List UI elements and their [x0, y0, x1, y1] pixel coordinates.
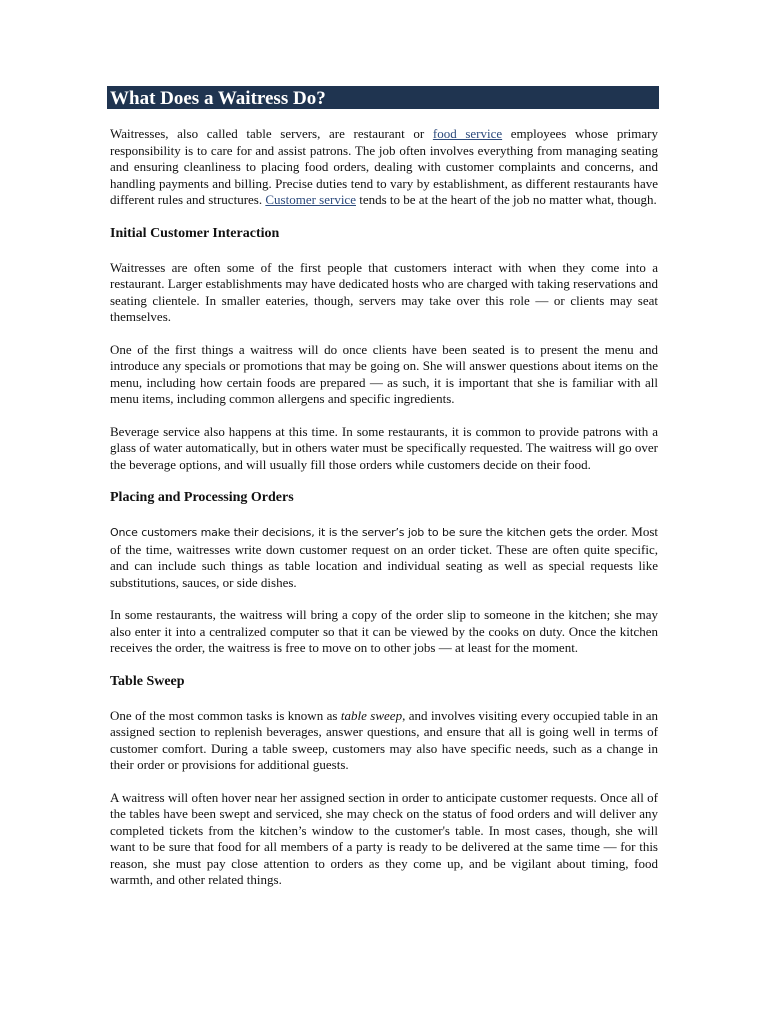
intro-text-1: Waitresses, also called table servers, are restaurant or: [110, 126, 433, 141]
table-sweep-text-1: One of the most common tasks is known as: [110, 707, 341, 723]
food-service-link[interactable]: food service: [432, 126, 503, 141]
intro-text-3: tends to be at the heart of the job no matter what, though.: [355, 192, 657, 207]
table-sweep-paragraph-1: [110, 708, 658, 774]
placing-orders-paragraph-2: In some restaurants, the waitress will bring a copy of the order slip to someone in the kitchen; she may also enter it into a centralized computer so that it can be viewed by the cooks on duty. Once the kitchen receives the order, the waitress is free to move on to other jobs — at least for the moment.: [110, 607, 658, 655]
article-body: [110, 126, 658, 905]
section-heading-table-sweep: Table Sweep: [110, 673, 185, 689]
intro-paragraph: [110, 126, 658, 209]
section-heading-placing-orders: Placing and Processing Orders: [110, 490, 294, 505]
initial-interaction-paragraph-3: Beverage service also happens at this time. In some restaurants, it is common to provide patrons with a glass of water automatically, but in others water must be specifically requested. The waitress will go over the beverage options, and will usually fill those orders while customers decide on their food.: [110, 423, 658, 472]
table-sweep-text-2: , and involves visiting every occupied table in an assigned section to replenish beverages, answer questions, and ensure that all is going well in terms of customer comfort. During a table sweep, customers may also have specific needs, such as a change in their order or provisions for additional guests.: [110, 707, 659, 772]
customer-service-link[interactable]: Customer service: [265, 192, 356, 207]
section-heading-initial-interaction: Initial Customer Interaction: [110, 225, 280, 241]
page-title: What Does a Waitress Do?: [110, 88, 326, 109]
table-sweep-paragraph-2: A waitress will often hover near her assigned section in order to anticipate customer requests. Once all of the tables have been swept and serviced, she may check on the status of food orders and will deliver any completed tickets from the kitchen’s window to the customer's table. In most cases, though, she will want to be sure that food for all members of a party is ready to be delivered at the same time — for this reason, she must pay close attention to orders as they come up, and be vigilant about timing, food warmth, and other related things.: [110, 789, 658, 887]
intro-text-2: employees whose primary responsibility is to care for and assist patrons. The job often involves everything from managing seating and ensuring cleanliness to placing food orders, dealing with customer complaints and concerns, and handling payments and billing. Precise duties tend to vary by establishment, as different restaurants have different rules and structures.: [110, 126, 659, 207]
title-banner: [107, 86, 659, 109]
handwritten-style-sentence: Once customers make their decisions, it is the server’s job to be sure the kitchen gets the order.: [110, 526, 628, 539]
table-sweep-term: table sweep: [340, 707, 403, 723]
initial-interaction-paragraph-1: Waitresses are often some of the first people that customers interact with when they come into a restaurant. Larger establishments may have dedicated hosts who are charged with taking reservations and seating clientele. In smaller eateries, though, servers may take over this role — or clients may seat themselves.: [110, 259, 658, 324]
placing-orders-text: Most of the time, waitresses write down customer request on an order ticket. These are often quite specific, and can include such things as table location and individual seating as well as special requests like substitutions, sauces, or side dishes.: [110, 524, 658, 590]
initial-interaction-paragraph-2: One of the first things a waitress will do once clients have been seated is to present the menu and introduce any specials or promotions that may be going on. She will answer questions about items on the menu, including how certain foods are prepared — as such, it is important that she is familiar with all menu items, including common allergens and specific ingredients.: [110, 341, 658, 406]
placing-orders-paragraph-1: [110, 524, 658, 591]
